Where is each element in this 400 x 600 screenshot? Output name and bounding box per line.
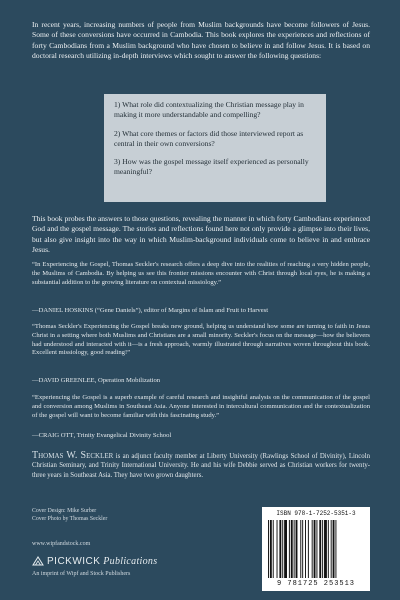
endorsement-attribution (32, 377, 370, 386)
barcode-bar (289, 520, 290, 578)
endorser-affiliation: , Operation Mobilization (94, 377, 161, 384)
barcode-bar (268, 520, 269, 578)
pickwick-logo-icon (32, 556, 44, 566)
endorsement-quote: “Thomas Seckler's Experiencing the Gospel breaks new ground, helping us understand how some are turning to faith in Jesus Christ in a setting where both Muslims and Christians are a small minority. Seckler's focus on the message—how the believers had understood and interacted with it—is a fresh approach, warmly illustrated through narratives woven throughout this book. Excellent missiology, good reading!” (32, 323, 370, 357)
isbn-barcode (262, 507, 370, 591)
endorser-name: —DANIEL HOSKINS (32, 307, 94, 314)
barcode-bar (305, 520, 306, 578)
barcode-bar (333, 520, 335, 578)
barcode-bar (316, 520, 317, 578)
isbn-number: ISBN 978-1-7252-5351-3 (276, 510, 356, 517)
publisher-website: www.wipfandstock.com (32, 541, 91, 547)
endorser-name: —CRAIG OTT (32, 432, 74, 439)
barcode-bar (296, 520, 298, 578)
barcode-bars (268, 520, 364, 578)
publisher-imprint: An imprint of Wipf and Stock Publishers (32, 571, 131, 577)
barcode-bar (324, 520, 327, 578)
barcode-bar (284, 520, 287, 578)
endorser-affiliation: (“Gene Daniels”), editor of Margins of Islam and Fruit to Harvest (93, 307, 269, 314)
barcode-bar (312, 520, 313, 578)
endorsement-attribution (32, 307, 370, 316)
author-bio (32, 451, 370, 480)
publisher-name: PICKWICK (47, 556, 101, 567)
barcode-bar (294, 520, 295, 578)
barcode-bar (291, 520, 293, 578)
question-2: 2) What core themes or factors did those interviewed report as central in their own conversions? (114, 128, 304, 148)
barcode-bar (308, 520, 309, 578)
barcode-bar (335, 520, 336, 578)
endorsement-attribution (32, 432, 370, 441)
endorsement-quote: “In Experiencing the Gospel, Thomas Seckler's research offers a deep dive into the realities of reaching a very hidden people, the Muslims of Cambodia. By helping us see this frontier missions encounter with Christ through local eyes, he is making a substantial addition to the growing literature on contextual missiology.” (32, 261, 370, 286)
publisher-name-suffix: Publications (100, 556, 158, 567)
barcode-bar (300, 520, 301, 578)
intro-paragraph: In recent years, increasing numbers of people from Muslim backgrounds have become followers of Jesus. Some of these conversions have occurred in Cambodia. This book explores the experiences and reflections of forty Cambodians from a Muslim background who have chosen to believe in and follow Jesus. It is based on doctoral research utilizing in-depth interviews which sought to answer the following questions: (32, 20, 370, 60)
barcode-bar (328, 520, 329, 578)
barcode-bar (322, 520, 323, 578)
barcode-bar (319, 520, 321, 578)
author-name: Thomas W. Seckler (32, 450, 114, 461)
barcode-bar (282, 520, 283, 578)
barcode-digits: 9 781725 253513 (276, 580, 355, 588)
barcode-bar (277, 520, 278, 578)
question-1: 1) What role did contextualizing the Christian message play in making it more understandable and compelling? (114, 100, 304, 120)
barcode-bar (331, 520, 332, 578)
barcode-bar (314, 520, 316, 578)
barcode-bar (270, 520, 272, 578)
question-3: 3) How was the gospel message itself experienced as personally meaningful? (114, 157, 309, 177)
endorser-affiliation: , Trinity Evangelical Divinity School (73, 432, 172, 439)
cover-credits (32, 508, 212, 523)
endorser-name: —DAVID GREENLEE (32, 377, 95, 384)
cover-photo-credit: Cover Photo by Thomas Seckler (32, 515, 108, 522)
author-bio-text: is an adjunct faculty member at Liberty University (Rawlings School of Divinity), Lincoln Christian Seminary, and Trinity International University. He and his wife Debbie served as Christian workers for twenty-three years in Southeast Asia. They have two grown daughters. (32, 453, 370, 479)
endorsement-quote: “Experiencing the Gospel is a superb example of careful research and insightful analysis on the communication of the gospel and conversion among Muslims in Southeast Asia. Anyone interested in intercultural communication and the contextualization of the gospel will want to become familiar with this fascinating study.” (32, 394, 370, 419)
barcode-bar (279, 520, 281, 578)
summary-paragraph: This book probes the answers to those questions, revealing the manner in which forty Cambodians experienced God and the gospel message. The stories and reflections found here not only provide a glimpse into their lives, but also give insight into the way in which Muslim-background individuals come to believe in and embrace Jesus. (32, 214, 370, 254)
publisher-logo (32, 556, 157, 567)
cover-design-credit: Cover Design: Mike Surber (32, 508, 97, 514)
questions-box (104, 94, 326, 202)
barcode-bar (302, 520, 303, 578)
barcode-bar (273, 520, 274, 578)
